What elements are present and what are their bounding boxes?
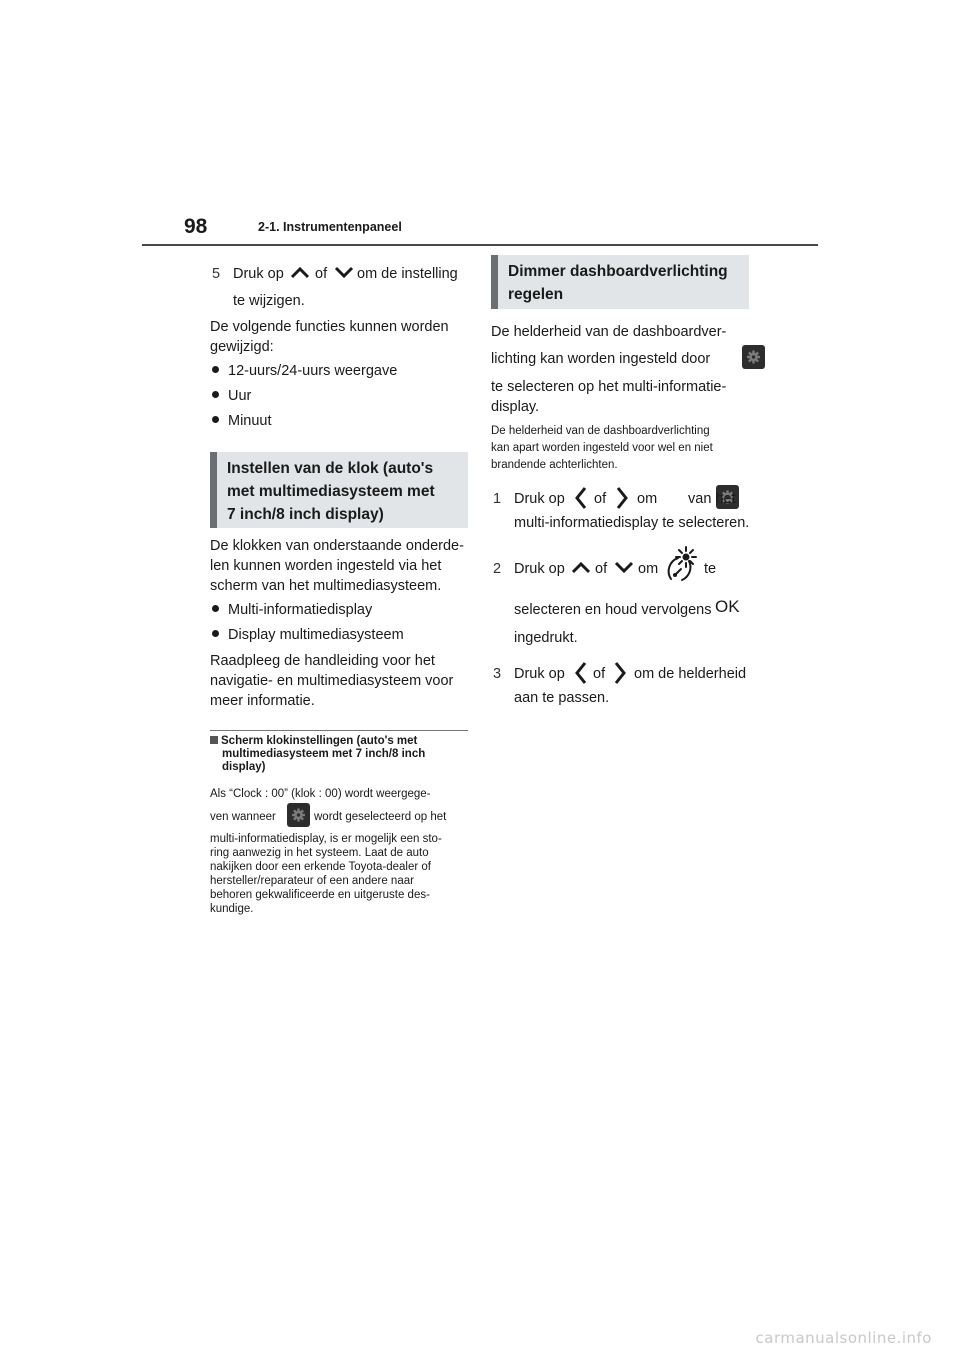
subsection-title-line: multimediasysteem met 7 inch/8 inch bbox=[222, 748, 426, 760]
step3-line2: aan te passen. bbox=[514, 690, 610, 706]
chevron-right-icon bbox=[612, 660, 628, 686]
chevron-down-icon bbox=[333, 264, 355, 280]
step3-number: 3 bbox=[493, 666, 502, 682]
step3-pre: Druk op bbox=[514, 666, 565, 682]
step1-om: om bbox=[637, 491, 658, 507]
subsection-text: behoren gekwalificeerde en uitgeruste des- bbox=[210, 889, 430, 901]
heading-line: Instellen van de klok (auto's bbox=[227, 460, 434, 477]
step2-post: te bbox=[704, 561, 717, 577]
right-para-line: lichting kan worden ingesteld door bbox=[491, 351, 711, 367]
step1-post: van het bbox=[688, 491, 736, 507]
bullet-icon bbox=[212, 416, 219, 423]
gear-icon bbox=[742, 345, 765, 369]
step2-of: of bbox=[595, 561, 608, 577]
square-bullet-icon bbox=[210, 736, 218, 744]
para2-line: navigatie- en multimediasysteem voor bbox=[210, 673, 454, 689]
subsection-text: kundige. bbox=[210, 903, 254, 915]
bullet-icon bbox=[212, 391, 219, 398]
section-heading-clock bbox=[210, 452, 468, 528]
step2-number: 2 bbox=[493, 561, 502, 577]
list-item: Uur bbox=[212, 387, 251, 405]
list-item: Minuut bbox=[212, 412, 272, 430]
subsection-text: Als “Clock : 00” (klok : 00) wordt weergege- bbox=[210, 788, 431, 800]
watermark: carmanualsonline.info bbox=[755, 1329, 932, 1347]
step2-pre: Druk op bbox=[514, 561, 565, 577]
list-item: 12-uurs/24-uurs weergave bbox=[212, 362, 397, 380]
heading-line: met multimediasysteem met bbox=[227, 483, 435, 500]
subsection-title-line: display) bbox=[222, 761, 266, 773]
bullet-icon bbox=[212, 605, 219, 612]
section-heading-dimmer bbox=[491, 255, 749, 309]
subsection-title: Scherm klokinstellingen (auto's met bbox=[210, 735, 417, 748]
note-line: brandende achterlichten. bbox=[491, 459, 618, 471]
subsection-text: nakijken door een erkende Toyota-dealer of bbox=[210, 861, 431, 873]
step1-of: of bbox=[594, 491, 607, 507]
para1-line: De klokken van onderstaande onderde- bbox=[210, 538, 464, 554]
subsection-text: hersteller/reparateur of een andere naar bbox=[210, 875, 414, 887]
step2-line2: selecteren en houd vervolgens bbox=[514, 602, 712, 618]
header-rule bbox=[142, 244, 818, 246]
para1-line: scherm van het multimediasysteem. bbox=[210, 578, 442, 594]
chevron-left-icon bbox=[573, 485, 589, 511]
step2-om: om bbox=[638, 561, 659, 577]
chevron-right-icon bbox=[614, 485, 630, 511]
step2-line3: ingedrukt. bbox=[514, 630, 578, 646]
heading-line: 7 inch/8 inch display) bbox=[227, 506, 384, 523]
ok-button-label: OK bbox=[715, 597, 740, 616]
step3-post: om de helderheid bbox=[634, 666, 747, 682]
intro-line2: gewijzigd: bbox=[210, 339, 274, 355]
right-para-line: De helderheid van de dashboardver- bbox=[491, 324, 727, 340]
subsection-text: wordt geselecteerd op het bbox=[314, 811, 447, 823]
bullet-icon bbox=[212, 366, 219, 373]
page-number: 98 bbox=[184, 215, 208, 238]
subsection-text: ven wanneer bbox=[210, 811, 276, 823]
list-item: Display multimediasysteem bbox=[212, 626, 404, 644]
step3-of: of bbox=[593, 666, 606, 682]
chevron-down-icon bbox=[613, 559, 635, 575]
right-para-line: display. bbox=[491, 399, 540, 415]
chevron-up-icon bbox=[570, 559, 592, 575]
right-para-line: te selecteren op het multi-informatie- bbox=[491, 379, 727, 395]
step5-line2: te wijzigen. bbox=[233, 293, 305, 309]
note-line: kan apart worden ingesteld voor wel en niet bbox=[491, 442, 713, 454]
step1-pre: Druk op bbox=[514, 491, 565, 507]
step5-post: om de instelling bbox=[357, 266, 458, 282]
para1-line: len kunnen worden ingesteld via het bbox=[210, 558, 442, 574]
note-line: De helderheid van de dashboardverlichting bbox=[491, 425, 710, 437]
subsection-text: ring aanwezig in het systeem. Laat de auto bbox=[210, 847, 429, 859]
para2-line: Raadpleeg de handleiding voor het bbox=[210, 653, 435, 669]
section-title: 2-1. Instrumentenpaneel bbox=[258, 220, 402, 234]
intro-line1: De volgende functies kunnen worden bbox=[210, 319, 449, 335]
heading-line: regelen bbox=[508, 286, 564, 303]
gear-icon bbox=[287, 803, 310, 827]
chevron-left-icon bbox=[573, 660, 589, 686]
subsection-rule bbox=[210, 730, 468, 731]
bullet-icon bbox=[212, 630, 219, 637]
step5-of: of bbox=[315, 266, 328, 282]
brightness-icon bbox=[661, 545, 701, 585]
heading-line: Dimmer dashboardverlichting bbox=[508, 263, 728, 280]
chevron-up-icon bbox=[289, 264, 311, 280]
step5-number: 5 bbox=[212, 266, 221, 282]
para2-line: meer informatie. bbox=[210, 693, 315, 709]
step5-pre: Druk op bbox=[233, 266, 284, 282]
list-item: Multi-informatiedisplay bbox=[212, 601, 372, 619]
step1-line2: multi-informatiedisplay te selecteren. bbox=[514, 515, 750, 531]
subsection-text: multi-informatiedisplay, is er mogelijk een sto- bbox=[210, 833, 442, 845]
step1-number: 1 bbox=[493, 491, 502, 507]
